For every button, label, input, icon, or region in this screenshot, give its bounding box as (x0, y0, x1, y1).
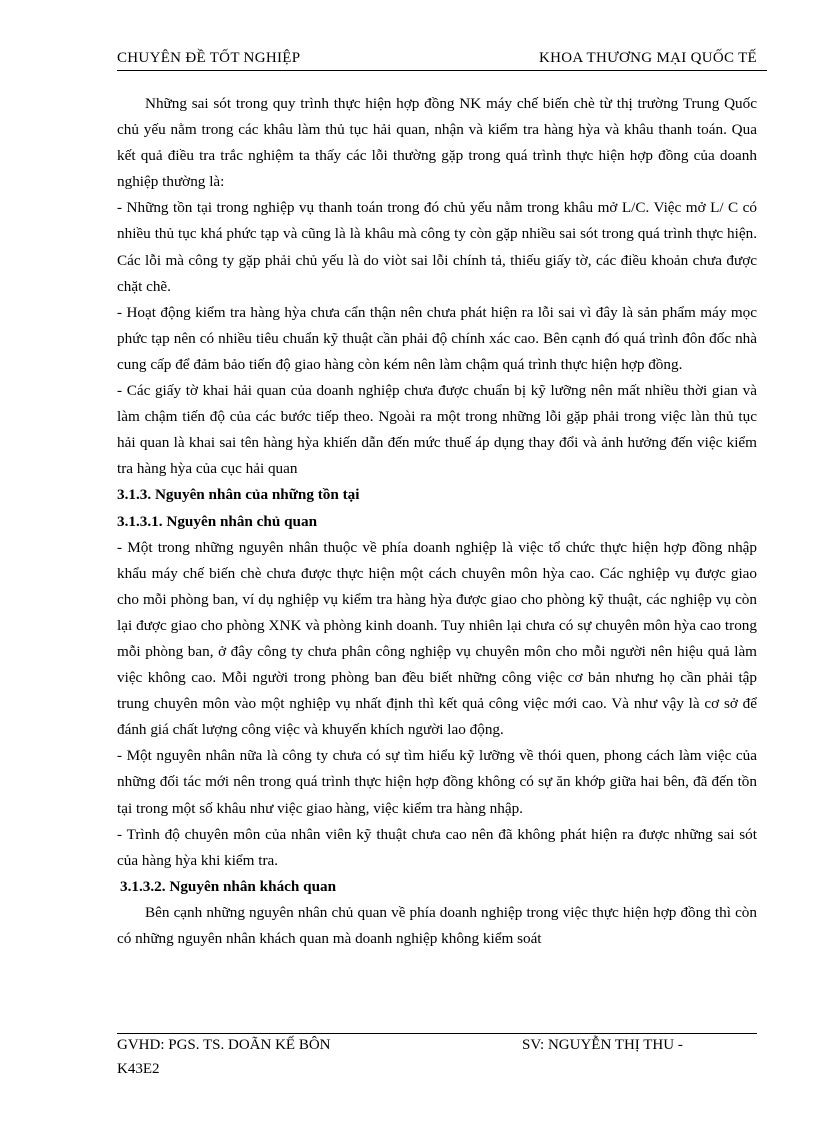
page-body (117, 91, 757, 952)
paragraph-8: Bên cạnh những nguyên nhân chủ quan về phía doanh nghiệp trong việc thực hiện hợp đồng thì còn có những nguyên nhân khách quan mà doanh nghiệp không kiểm soát (117, 903, 757, 947)
footer-student: SV: NGUYỄN THỊ THU - (522, 1037, 683, 1053)
footer-class-code: K43E2 (117, 1061, 160, 1077)
page-footer (117, 1033, 757, 1077)
header-left-title: CHUYÊN ĐỀ TỐT NGHIỆP (117, 50, 301, 66)
paragraph-3: - Hoạt động kiểm tra hàng hỳa chưa cẩn thận nên chưa phát hiện ra lỗi sai vì đây là sản phẩm máy mọc phức tạp nên có nhiều tiêu chuẩn kỹ thuật cần phải độ chính xác cao. Bên cạnh đó quá trình đôn đốc nhà cung cấp để đảm bảo tiến độ giao hàng còn kém nên làm chậm quá trình thực hiện hợp đồng. (117, 303, 757, 373)
paragraph-7: - Trình độ chuyên môn của nhân viên kỹ thuật chưa cao nên đã không phát hiện ra được những sai sót của hàng hỳa khi kiểm tra. (117, 825, 757, 869)
paragraph-1: Những sai sót trong quy trình thực hiện hợp đồng NK máy chế biến chè từ thị trường Trung Quốc chủ yếu nằm trong các khâu làm thủ tục hải quan, nhận và kiểm tra hàng hỳa và khâu thanh toán. Qua kết quả điều tra trắc nghiệm ta thấy các lỗi thường gặp trong quá trình thực hiện hợp đồng của doanh nghiệp thường là: (117, 95, 757, 191)
paragraph-4: - Các giấy tờ khai hải quan của doanh nghiệp chưa được chuẩn bị kỹ lưỡng nên mất nhiều thời gian và làm chậm tiến độ của các bước tiếp theo. Ngoài ra một trong những lỗi gặp phải trong việc làn thủ tục hải quan là khai sai tên hàng hỳa khiến dẫn đến mức thuế áp dụng thay đổi và ảnh hưởng đến việc kiểm tra hàng hỳa của cục hải quan (117, 382, 757, 478)
section-heading-3-1-3-2: 3.1.3.2. Nguyên nhân khách quan (120, 877, 337, 895)
paragraph-6: - Một nguyên nhân nữa là công ty chưa có sự tìm hiểu kỹ lưỡng về thói quen, phong cách làm việc của những đối tác mới nên trong quá trình thực hiện hợp đồng không có sự ăn khớp giữa hai bên, đã đến tồn tại trong một số khâu như việc giao hàng, việc kiểm tra hàng nhập. (117, 747, 757, 817)
footer-supervisor: GVHD: PGS. TS. DOÃN KẾ BÔN (117, 1037, 331, 1053)
section-heading-3-1-3-1: 3.1.3.1. Nguyên nhân chủ quan (117, 512, 318, 530)
paragraph-2: - Những tồn tại trong nghiệp vụ thanh toán trong đó chủ yếu nằm trong khâu mở L/C. Việc mở L/ C có nhiều thủ tục khá phức tạp và cũng là là khâu mà công ty còn gặp nhiều sai sót trong quá trình thực hiện. Các lỗi mà công ty gặp phải chủ yếu là do viòt sai lỗi chính tả, thiếu giấy tờ, các điều khoản chưa được chặt chẽ. (117, 199, 757, 295)
page-header (117, 48, 767, 71)
header-right-title: KHOA THƯƠNG MẠI QUỐC TẾ (539, 50, 757, 66)
section-heading-3-1-3: 3.1.3. Nguyên nhân của những tồn tại (117, 486, 360, 504)
paragraph-5: - Một trong những nguyên nhân thuộc về phía doanh nghiệp là việc tổ chức thực hiện hợp đồng nhập khẩu máy chế biến chè chưa được thực hiện một cách chuyên môn hỳa cao. Các nghiệp vụ được giao cho mỗi phòng ban, ví dụ nghiệp vụ kiểm tra hàng hỳa được giao cho phòng kỹ thuật, các nghiệp vụ còn lại được giao cho phòng XNK và phòng kinh doanh. Tuy nhiên lại chưa có sự chuyên môn hỳa cao trong mỗi phòng ban, ở đây công ty chưa phân công nghiệp vụ chuyên môn cho mỗi người nên hiệu quả làm việc không cao. Mỗi người trong phòng ban đều biết những công việc cơ bản nhưng họ cần phải tập trung chuyên môn vào một nghiệp vụ nhất định thì kết quả công việc mới cao. Và như vậy là cơ sở để đánh giá chất lượng công việc và khuyến khích người lao động. (117, 538, 757, 739)
